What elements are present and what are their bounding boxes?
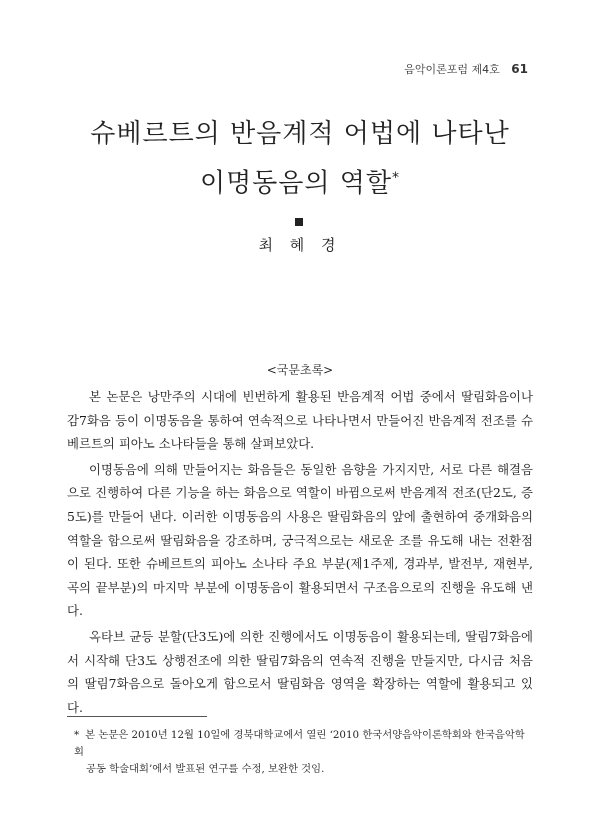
footnote-line-2: 공동 학술대회’에서 발표된 연구를 수정, 보완한 것임. <box>86 763 325 775</box>
abstract-body <box>67 385 533 721</box>
footnote-mark: * <box>74 729 80 741</box>
footnote <box>74 727 534 778</box>
abstract-paragraph: 본 논문은 낭만주의 시대에 빈번하게 활용된 반음계적 어법 중에서 딸림화음이나 감7화음 등이 이명동음을 통하여 연속적으로 나타나면서 만들어진 반음계적 전조를 슈베르트의 피아노 소나타들을 통해 살펴보았다. <box>67 389 533 452</box>
title-line-1: 슈베르트의 반음계적 어법에 나타난 <box>90 119 510 149</box>
abstract-paragraph: 이명동음에 의해 만들어지는 화음들은 동일한 음향을 가지지만, 서로 다른 해결음으로 진행하여 다른 기능을 하는 화음으로 역할이 바뀜으로써 반음계적 전조(단2도, 증5도)를 만들어 낸다. 이러한 이명동음의 사용은 딸림화음의 앞에 출현하여 중개화음의 역할을 함으로써 딸림화음을 강조하며, 궁극적으로는 새로운 조를 유도해 내는 전환점이 된다. 또한 슈베르트의 피아노 소나타 주요 부분(제1주제, 경과부, 발전부, 재현부, 곡의 끝부분)의 마지막 부분에 이명동음이 활용되면서 구조음으로의 진행을 유도해 낸다. <box>67 461 533 619</box>
footnote-line-1: 본 논문은 2010년 12월 10일에 경북대학교에서 열린 ‘2010 한국서양음악이론학회와 한국음악학회 <box>74 729 525 758</box>
title-footnote-mark: * <box>392 170 401 186</box>
abstract-heading: <국문초록> <box>266 363 334 377</box>
footnote-divider <box>67 716 207 717</box>
title-line-2-text: 이명동음의 역할 <box>199 168 393 199</box>
title-line-2 <box>0 156 600 206</box>
abstract-paragraph: 옥타브 균등 분할(단3도)에 의한 진행에서도 이명동음이 활용되는데, 딸림7화음에서 시작해 단3도 상행전조에 의한 딸림7화음의 연속적 진행을 만들지만, 다시금 처음의 딸림7화음으로 돌아오게 함으로서 딸림화음 영역을 확장하는 역할에 활용되고 있다. <box>67 628 533 715</box>
square-bullet-icon <box>295 218 303 226</box>
running-header <box>404 61 528 77</box>
paper-title <box>0 112 600 206</box>
author-name: 최 혜 경 <box>258 236 342 254</box>
page-number: 61 <box>511 62 528 76</box>
journal-name: 음악이론포럼 제4호 <box>404 63 500 76</box>
